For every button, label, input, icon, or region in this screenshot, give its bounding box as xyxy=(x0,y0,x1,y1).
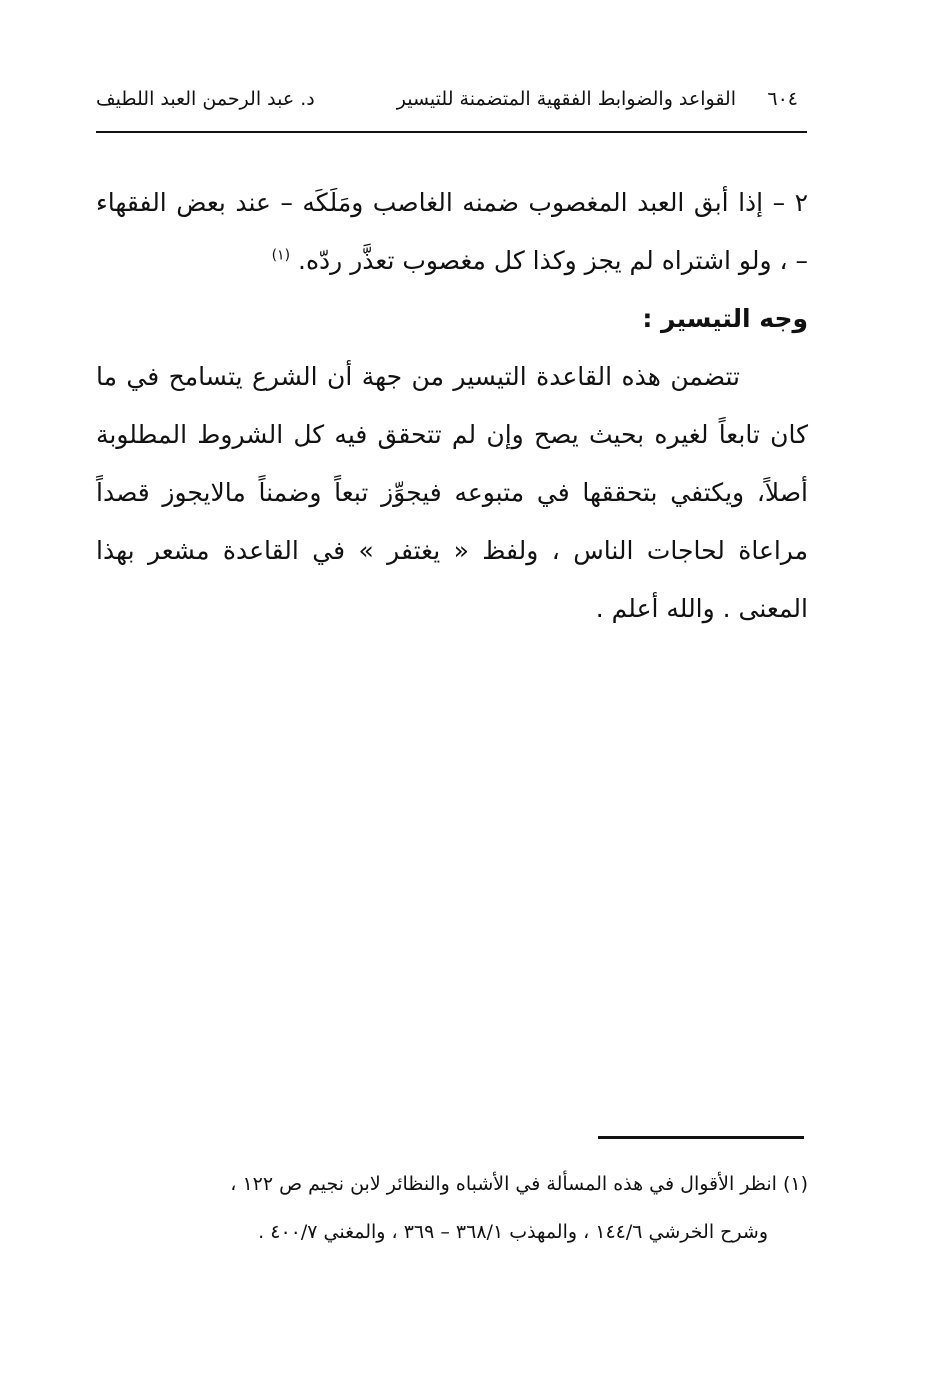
example-text: ٢ – إذا أبق العبد المغصوب ضمنه الغاصب ومَلَكَه – عند بعض الفقهاء – ، ولو اشتراه لم يجز وكذا كل مغصوب تعذَّر ردّه. xyxy=(96,188,808,275)
header-divider xyxy=(96,131,807,133)
book-title: القواعد والضوابط الفقهية المتضمنة للتيسير xyxy=(396,88,736,110)
example-paragraph xyxy=(96,174,808,290)
footnotes xyxy=(96,1160,808,1256)
page-number: ٦٠٤ xyxy=(767,88,798,110)
footnote-divider xyxy=(598,1136,804,1139)
running-header xyxy=(96,80,808,120)
author-name: د. عبد الرحمن العبد اللطيف xyxy=(96,88,315,110)
main-text xyxy=(96,174,808,638)
footnote-line: وشرح الخرشي ١٤٤/٦ ، والمهذب ٣٦٨/١ – ٣٦٩ ، والمغني ٤٠٠/٧ . xyxy=(258,1221,768,1243)
footnote-line: (١) انظر الأقوال في هذه المسألة في الأشباه والنظائر لابن نجيم ص ١٢٢ ، xyxy=(230,1173,808,1195)
explanation-paragraph: تتضمن هذه القاعدة التيسير من جهة أن الشرع يتسامح في ما كان تابعاً لغيره بحيث يصح وإن لم تتحقق فيه كل الشروط المطلوبة أصلاً، ويكتفي بتحققها في متبوعه فيجوِّز تبعاً وضمناً مالايجوز قصداً مراعاة لحاجات الناس ، ولفظ « يغتفر » في القاعدة مشعر بهذا المعنى . والله أعلم . xyxy=(96,362,808,623)
footnote-reference: (١) xyxy=(271,247,291,264)
section-heading: وجه التيسير : xyxy=(642,304,808,333)
